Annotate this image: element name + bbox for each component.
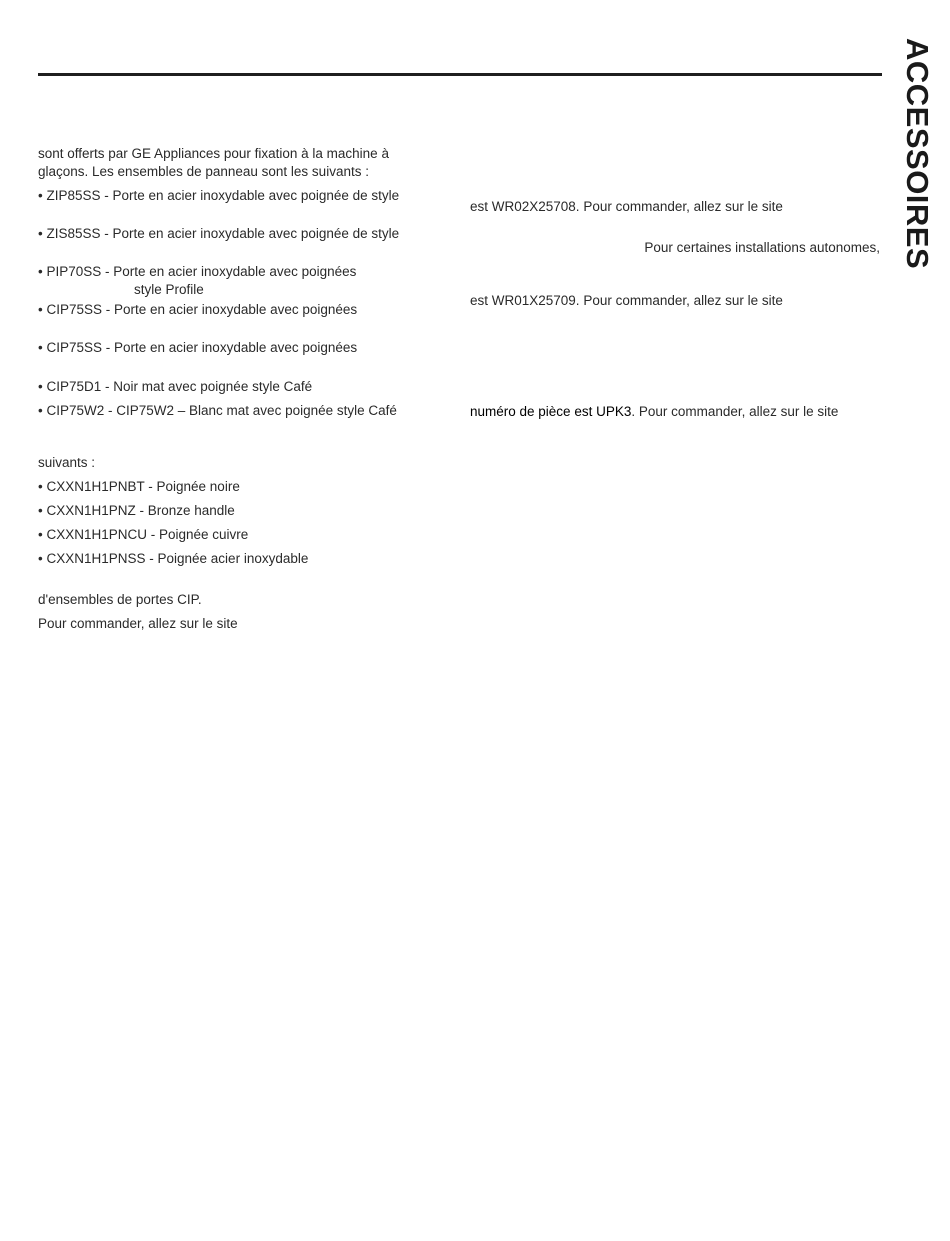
handle-item: • CXXN1H1PNSS - Poignée acier inoxydable bbox=[38, 551, 309, 566]
part-number-line bbox=[470, 403, 838, 420]
part-number-text: numéro de pièce est UPK3 bbox=[470, 404, 632, 419]
part-number-line: est WR02X25708. Pour commander, allez sur le site bbox=[470, 199, 783, 214]
panel-item: • CIP75D1 - Noir mat avec poignée style Café bbox=[38, 379, 313, 394]
panel-item: • CIP75SS - Porte en acier inoxydable avec poignées bbox=[38, 302, 358, 317]
panel-item: • ZIS85SS - Porte en acier inoxydable avec poignée de style bbox=[38, 226, 400, 241]
panel-item-subline: style Profile bbox=[134, 282, 204, 297]
panel-item: • ZIP85SS - Porte en acier inoxydable avec poignée de style bbox=[38, 188, 400, 203]
intro-line-1: sont offerts par GE Appliances pour fixation à la machine à bbox=[38, 146, 389, 161]
handles-intro: suivants : bbox=[38, 455, 96, 470]
order-text: . Pour commander, allez sur le site bbox=[631, 404, 839, 419]
header-rule bbox=[38, 73, 882, 76]
cip-kits-line: d'ensembles de portes CIP. bbox=[38, 592, 202, 607]
intro-line-2: glaçons. Les ensembles de panneau sont les suivants : bbox=[38, 164, 369, 179]
panel-item: • PIP70SS - Porte en acier inoxydable avec poignées bbox=[38, 264, 357, 279]
section-title: ACCESSOIRES bbox=[900, 38, 935, 270]
panel-item: • CIP75SS - Porte en acier inoxydable avec poignées bbox=[38, 340, 358, 355]
panel-item: • CIP75W2 - CIP75W2 – Blanc mat avec poignée style Café bbox=[38, 403, 397, 418]
installation-note: Pour certaines installations autonomes, bbox=[644, 240, 880, 255]
handle-item: • CXXN1H1PNZ - Bronze handle bbox=[38, 503, 235, 518]
handle-item: • CXXN1H1PNBT - Poignée noire bbox=[38, 479, 240, 494]
handle-item: • CXXN1H1PNCU - Poignée cuivre bbox=[38, 527, 249, 542]
order-line: Pour commander, allez sur le site bbox=[38, 616, 238, 631]
part-number-line: est WR01X25709. Pour commander, allez sur le site bbox=[470, 293, 783, 308]
